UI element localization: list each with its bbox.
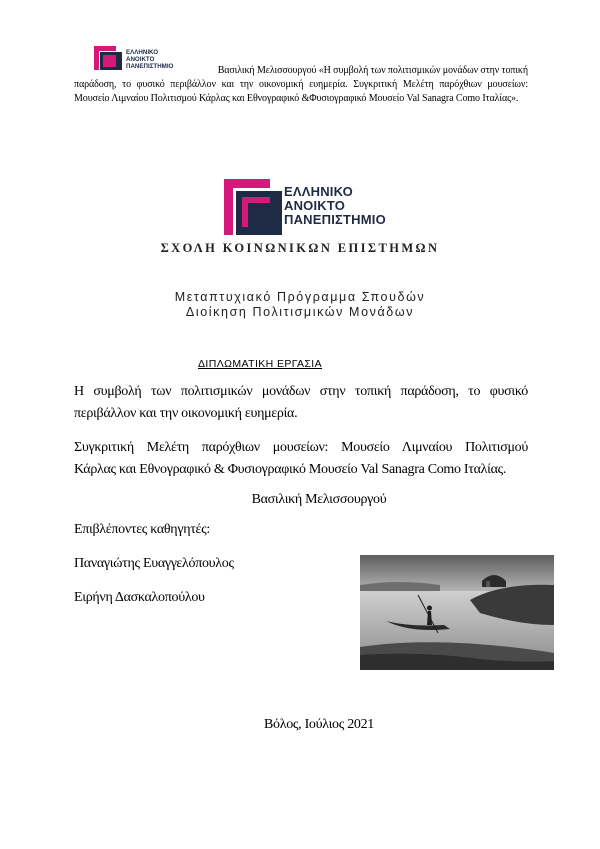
author-name: Βασιλική Μελισσουργού	[251, 492, 387, 507]
thesis-subtitle-line-2: Κάρλας και Εθνογραφικό & Φυσιογραφικό Μουσείο Val Sanagra Como Ιταλίας.	[74, 462, 507, 477]
program-line-2: Διοίκηση Πολιτισμικών Μονάδων	[185, 305, 415, 319]
program-name	[0, 290, 600, 320]
university-logo	[224, 175, 424, 237]
thesis-title-line-2: περιβάλλον και την οικονομική ευημερία.	[74, 406, 298, 421]
university-logo-text: ΕΛΛΗΝΙΚΟ ΑΝΟΙΚΤΟ ΠΑΝΕΠΙΣΤΗΜΙΟ	[284, 184, 386, 227]
thesis-label: ΔΙΠΛΩΜΑΤΙΚΗ ΕΡΓΑΣΙΑ	[198, 358, 323, 370]
thesis-subtitle-line-1: Συγκριτική Μελέτη παρόχθιων μουσείων: Μουσείο Λιμναίου Πολιτισμού	[74, 440, 528, 455]
running-header-line-1: Βασιλική Μελισσουργού «Η συμβολή των πολιτισμικών μονάδων στην τοπική	[217, 65, 528, 76]
university-logo-icon	[224, 179, 282, 235]
running-header-line-2: παράδοση, το φυσικό περιβάλλον και την οικονομική ευημερία. Συγκριτική Μελέτη παρόχθιων μουσείων:	[74, 79, 528, 90]
supervisor-name: Ειρήνη Δασκαλοπούλου	[74, 590, 205, 605]
supervisors-label: Επιβλέποντες καθηγητές:	[74, 522, 210, 537]
running-header	[74, 64, 528, 106]
running-header-line-3: Μουσείο Λιμναίου Πολιτισμού Κάρλας και Εθνογραφικό &Φυσιογραφικό Μουσείο Val Sanagra Como Ιταλίας».	[74, 93, 519, 104]
thesis-title-line-1: Η συμβολή των πολιτισμικών μονάδων στην τοπική παράδοση, το φυσικό	[74, 384, 528, 399]
lake-photo	[360, 555, 554, 670]
program-line-1: Μεταπτυχιακό Πρόγραμμα Σπουδών	[174, 290, 426, 304]
thesis-title	[74, 381, 528, 425]
school-name: ΣΧΟΛΗ ΚΟΙΝΩΝΙΚΩΝ ΕΠΙΣΤΗΜΩΝ	[160, 241, 440, 255]
supervisor-name: Παναγιώτης Ευαγγελόπουλος	[74, 556, 234, 571]
place-date: Βόλος, Ιούλιος 2021	[264, 717, 374, 732]
header-logo-text: ΕΛΛΗΝΙΚΟ ΑΝΟΙΚΤΟ ΠΑΝΕΠΙΣΤΗΜΙΟ	[126, 49, 174, 70]
thesis-subtitle	[74, 437, 528, 481]
